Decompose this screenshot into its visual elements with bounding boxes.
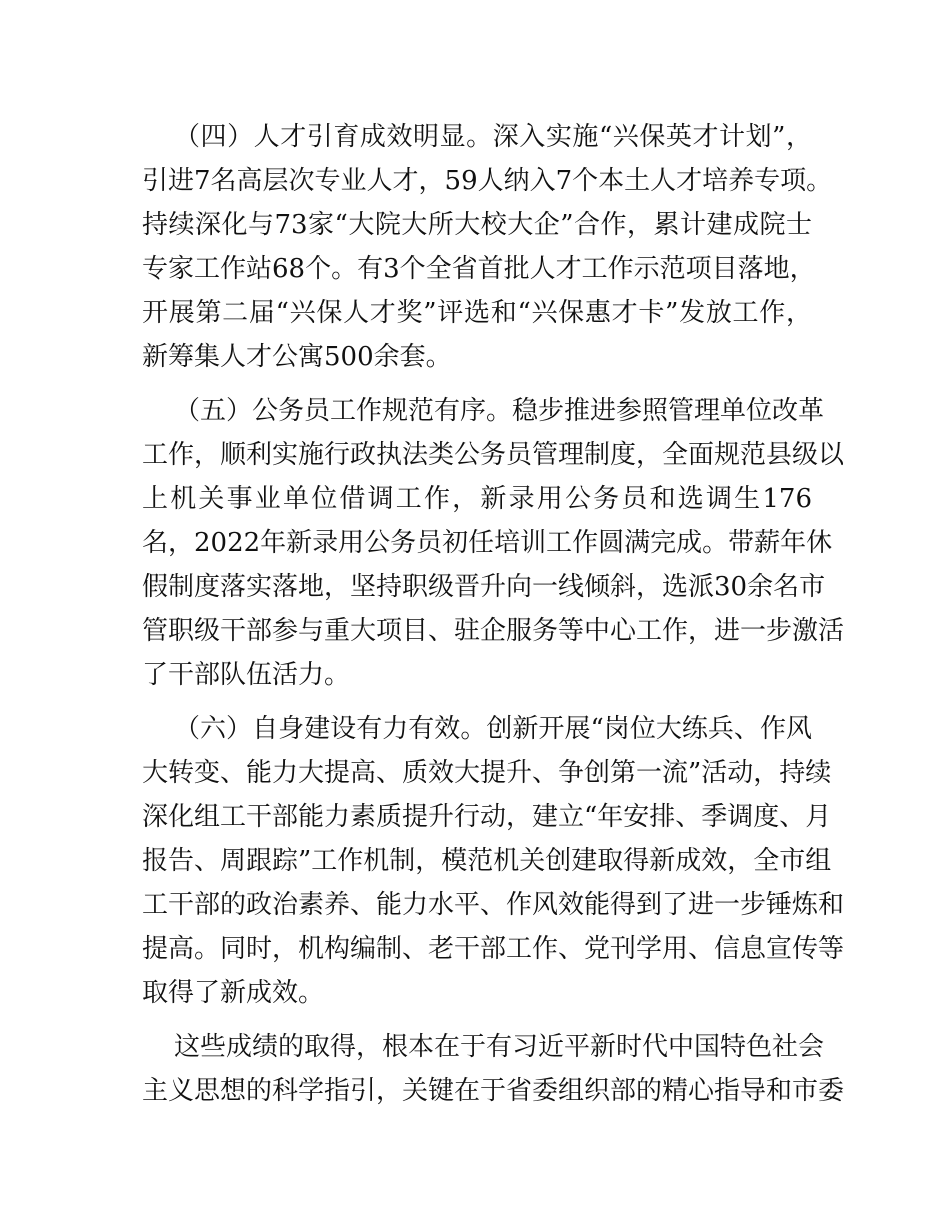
text-line: （五）公务员工作规范有序。稳步推进参照管理单位改革 bbox=[174, 396, 825, 426]
text-line: 上机关事业单位借调工作，新录用公务员和选调生176 bbox=[142, 484, 812, 514]
text-line: 持续深化与73家“大院大所大校大企”合作，累计建成院士 bbox=[142, 210, 812, 240]
text-line: 了干部队伍活力。 bbox=[142, 660, 351, 690]
text-line: （六）自身建设有力有效。创新开展“岗位大练兵、作风 bbox=[174, 714, 812, 744]
text-line: 专家工作站68个。有3个全省首批人才工作示范项目落地， bbox=[142, 254, 816, 284]
text-line: 深化组工干部能力素质提升行动，建立“年安排、季调度、月 bbox=[142, 802, 832, 832]
text-line: 新筹集人才公寓500余套。 bbox=[142, 342, 452, 372]
text-line: 报告、周跟踪”工作机制，模范机关创建取得新成效，全市组 bbox=[142, 846, 832, 876]
text-line: 工干部的政治素养、能力水平、作风效能得到了进一步锤炼和 bbox=[142, 890, 845, 920]
text-line: 名，2022年新录用公务员初任培训工作圆满完成。带薪年休 bbox=[142, 528, 833, 558]
text-line: 提高。同时，机构编制、老干部工作、党刊学用、信息宣传等 bbox=[142, 934, 845, 964]
text-line: （四）人才引育成效明显。深入实施“兴保英才计划”， bbox=[174, 122, 812, 152]
text-line: 工作，顺利实施行政执法类公务员管理制度，全面规范县级以 bbox=[142, 440, 845, 470]
text-line: 这些成绩的取得，根本在于有习近平新时代中国特色社会 bbox=[174, 1032, 825, 1062]
text-line: 假制度落实落地，坚持职级晋升向一线倾斜，选派30余名市 bbox=[142, 572, 826, 602]
text-line: 大转变、能力大提高、质效大提升、争创第一流”活动，持续 bbox=[142, 758, 832, 788]
text-line: 取得了新成效。 bbox=[142, 978, 325, 1008]
text-line: 开展第二届“兴保人才奖”评选和“兴保惠才卡”发放工作， bbox=[142, 298, 812, 328]
text-line: 管职级干部参与重大项目、驻企服务等中心工作，进一步激活 bbox=[142, 616, 845, 646]
text-line: 引进7名高层次专业人才，59人纳入7个本土人才培养专项。 bbox=[142, 166, 833, 196]
text-line: 主义思想的科学指引，关键在于省委组织部的精心指导和市委 bbox=[142, 1076, 845, 1106]
